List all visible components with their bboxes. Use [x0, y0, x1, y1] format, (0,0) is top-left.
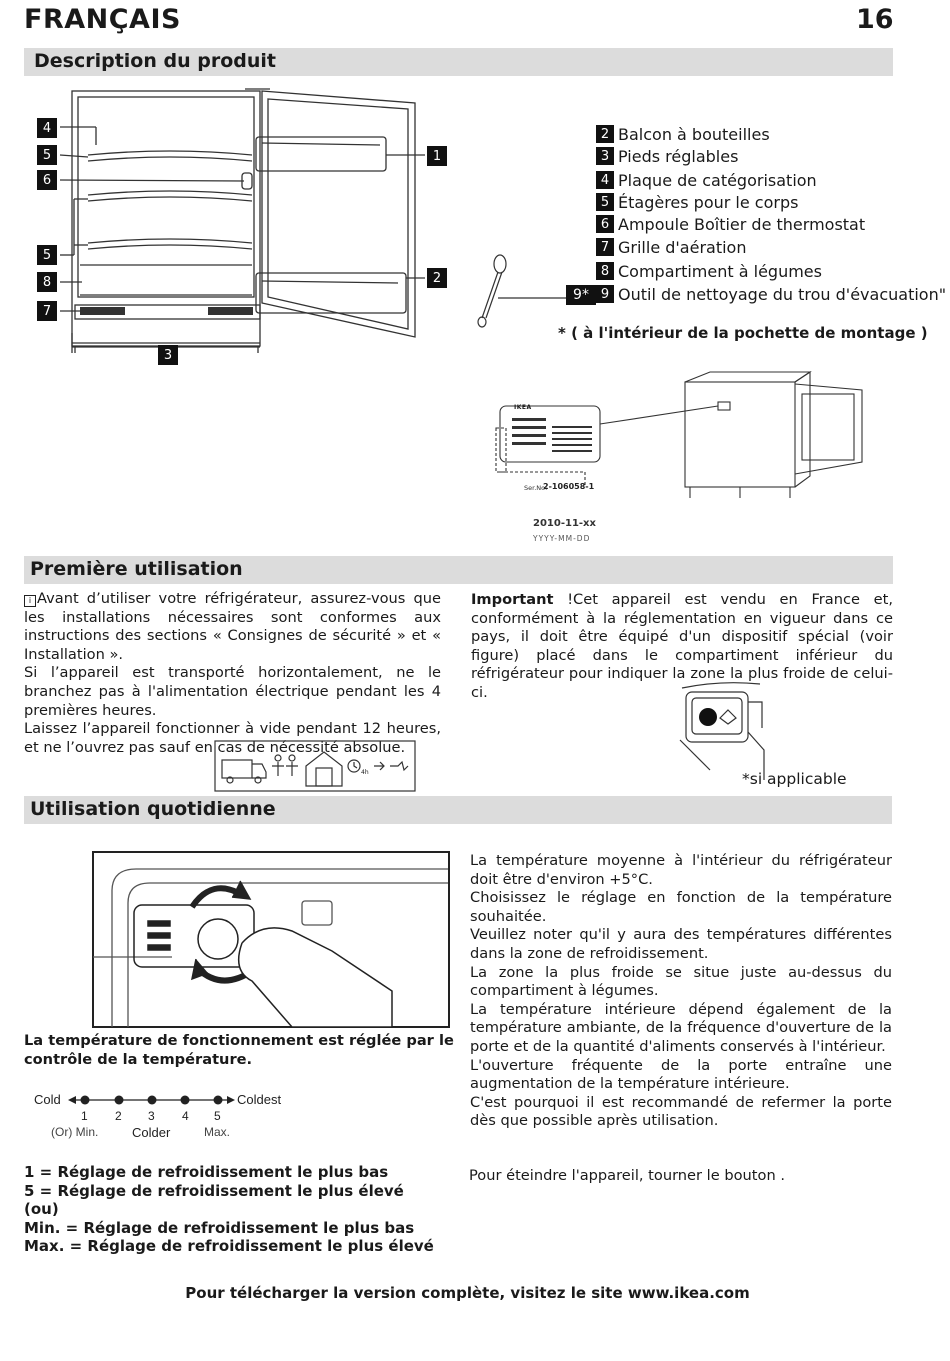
cold-zone-indicator-drawing [680, 680, 770, 780]
paragraph: Laissez l’appareil fonctionner à vide pendant 12 heures, et ne l’ouvrez pas sauf en cas de nécessité absolue. [24, 720, 441, 756]
language-heading: FRANÇAIS [24, 4, 181, 35]
serial-code: 2-106058-1 [543, 482, 595, 491]
dial-coldest-label: Coldest [237, 1092, 282, 1107]
section-title: Description du produit [34, 50, 276, 72]
callout-5: 5 [37, 145, 57, 165]
transport-pictogram [214, 740, 416, 792]
first-use-left-text [24, 590, 441, 757]
paragraph: Veuillez noter qu'il y aura des températures différentes dans la zone de refroidissement. [470, 926, 892, 962]
callout-9-star: 9* [566, 285, 596, 305]
info-icon: i [24, 595, 36, 607]
legend-item: 6 Ampoule Boîtier de thermostat [596, 214, 865, 234]
label-brand: IKEA [514, 404, 532, 411]
legend-item: 9 Outil de nettoyage du trou d'évacuation" [596, 284, 946, 304]
legend-item: 3 Pieds réglables [596, 146, 738, 166]
page-number: 16 [856, 4, 894, 35]
callout-4: 4 [37, 118, 57, 138]
montage-footnote: * ( à l'intérieur de la pochette de montage ) [558, 324, 928, 342]
section-daily-use [24, 796, 892, 824]
paragraph: La température intérieure dépend également de la température ambiante, de la fréquence d'ouverture de la porte et de la quantité d'aliments conservés à l'intérieur. [470, 1000, 892, 1055]
legend-item: 8 Compartiment à légumes [596, 261, 822, 281]
paragraph: L'ouverture fréquente de la porte entraîne une augmentation de la température intérieure. [470, 1056, 892, 1093]
paragraph: Choisissez le réglage en fonction de la température souhaitée. [470, 889, 892, 925]
dial-number: 1 [81, 1109, 88, 1123]
dial-min-label: (Or) Min. [51, 1125, 99, 1139]
callout-3: 3 [158, 345, 178, 365]
si-applicable-note: *si applicable [742, 770, 847, 788]
legend-item: 4 Plaque de catégorisation [596, 170, 817, 190]
thermostat-caption: La température de fonctionnement est réglée par le contrôle de la température. [24, 1032, 454, 1068]
legend-item: 2 Balcon à bouteilles [596, 124, 770, 144]
callout-6: 6 [37, 170, 57, 190]
switch-off-text: Pour éteindre l'appareil, tourner le bouton . [469, 1167, 785, 1184]
callout-7: 7 [37, 301, 57, 321]
footer-download-note: Pour télécharger la version complète, visitez le site www.ikea.com [185, 1284, 750, 1302]
legend-item: 7 Grille d'aération [596, 237, 746, 257]
dial-number: 5 [214, 1109, 221, 1123]
fridge-diagram [30, 85, 460, 370]
dial-number: 3 [148, 1109, 155, 1123]
date-code: 2010-11-xx [533, 518, 596, 529]
section-first-use [24, 556, 893, 584]
settings-list [24, 1163, 434, 1256]
paragraph: La zone la plus froide se situe juste au-dessus du compartiment à légumes. [470, 963, 892, 1000]
callout-5b: 5 [37, 245, 57, 265]
dial-colder-label: Colder [132, 1125, 171, 1140]
paragraph: i Avant d’utiliser votre réfrigérateur, assurez-vous que les installations nécessaires sont conformes aux instructions des sections « Consignes de sécurité » et « Installation ». [24, 590, 441, 663]
important-text: Important !Cet appareil est vendu en France et, conformément à la réglementation en vigueur dans ce pays, il doit être équipé d'un dispositif spécial (voir figure) placé dans le compartiment inférieur du réfrigérateur pour indiquer la zone la plus froide de celui-ci. [471, 591, 893, 701]
settings-item: (ou) [24, 1200, 59, 1218]
serial-prefix: Ser.No: [524, 484, 548, 492]
paragraph: C'est pourquoi il est recommandé de refermer la porte dès que possible après utilisation. [470, 1093, 892, 1130]
dial-max-label: Max. [204, 1125, 231, 1139]
callout-2: 2 [427, 268, 447, 288]
settings-item: 5 = Réglage de refroidissement le plus élevé [24, 1181, 404, 1200]
settings-item: Min. = Réglage de refroidissement le plus bas [24, 1218, 415, 1237]
dial-number: 4 [182, 1109, 189, 1123]
paragraph: La température moyenne à l'intérieur du réfrigérateur doit être d'environ +5°C. [470, 852, 892, 888]
date-format: YYYY-MM-DD [533, 534, 591, 543]
legend-item: 5 Étagères pour le corps [596, 192, 798, 212]
callout-8: 8 [37, 272, 57, 292]
dial-scale [68, 1090, 248, 1110]
callout-1: 1 [427, 146, 447, 166]
thermostat-illustration [92, 851, 450, 1028]
settings-item: 1 = Réglage de refroidissement le plus bas [24, 1163, 389, 1181]
settings-item: Max. = Réglage de refroidissement le plus élevé [24, 1237, 434, 1255]
section-description [24, 48, 893, 76]
dial-cold-label: Cold [34, 1092, 61, 1107]
daily-use-right-text [470, 852, 892, 1131]
dial-number: 2 [115, 1109, 122, 1123]
section-title: Première utilisation [30, 558, 243, 580]
section-title: Utilisation quotidienne [30, 798, 276, 820]
paragraph: Si l’appareil est transporté horizontalement, ne le branchez pas à l'alimentation électrique pendant les 4 premières heures. [24, 664, 441, 719]
transport-hours: 4h [361, 769, 369, 776]
